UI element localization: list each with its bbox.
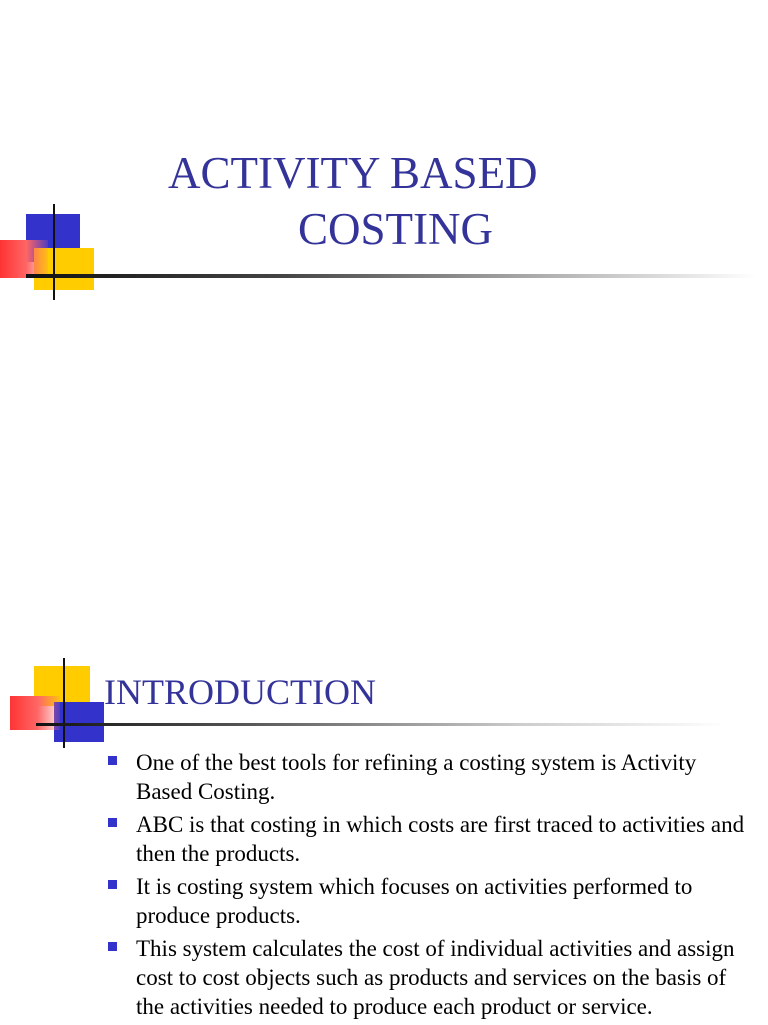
bullet-list bbox=[108, 748, 758, 1025]
bullet-square-icon bbox=[108, 756, 117, 765]
slide-title: INTRODUCTION bbox=[104, 672, 376, 712]
blue-square bbox=[54, 702, 104, 742]
bullet-square-icon bbox=[108, 880, 117, 889]
list-item bbox=[108, 872, 758, 930]
red-square bbox=[0, 240, 48, 278]
introduction-slide bbox=[0, 640, 768, 1024]
bullet-square-icon bbox=[108, 818, 117, 827]
bullet-text: This system calculates the cost of individual activities and assign cost to cost objects such as products and services on the basis of the activities needed to produce each product or service. bbox=[136, 936, 735, 1019]
bullet-text: ABC is that costing in which costs are first traced to activities and then the products. bbox=[136, 812, 745, 866]
title-slide bbox=[0, 0, 768, 330]
vertical-rule bbox=[53, 204, 55, 300]
list-item bbox=[108, 934, 758, 1021]
bullet-text: One of the best tools for refining a costing system is Activity Based Costing. bbox=[136, 750, 697, 804]
title-line-1: ACTIVITY BASED bbox=[168, 148, 538, 198]
decorative-blocks bbox=[0, 200, 110, 300]
horizontal-rule bbox=[26, 274, 756, 278]
bullet-text: It is costing system which focuses on activities performed to produce products. bbox=[136, 874, 693, 928]
bullet-square-icon bbox=[108, 942, 117, 951]
vertical-rule bbox=[63, 658, 65, 748]
list-item bbox=[108, 810, 758, 868]
list-item bbox=[108, 748, 758, 806]
horizontal-rule bbox=[36, 723, 726, 726]
decorative-blocks bbox=[0, 658, 110, 750]
title-line-2: COSTING bbox=[298, 204, 494, 254]
